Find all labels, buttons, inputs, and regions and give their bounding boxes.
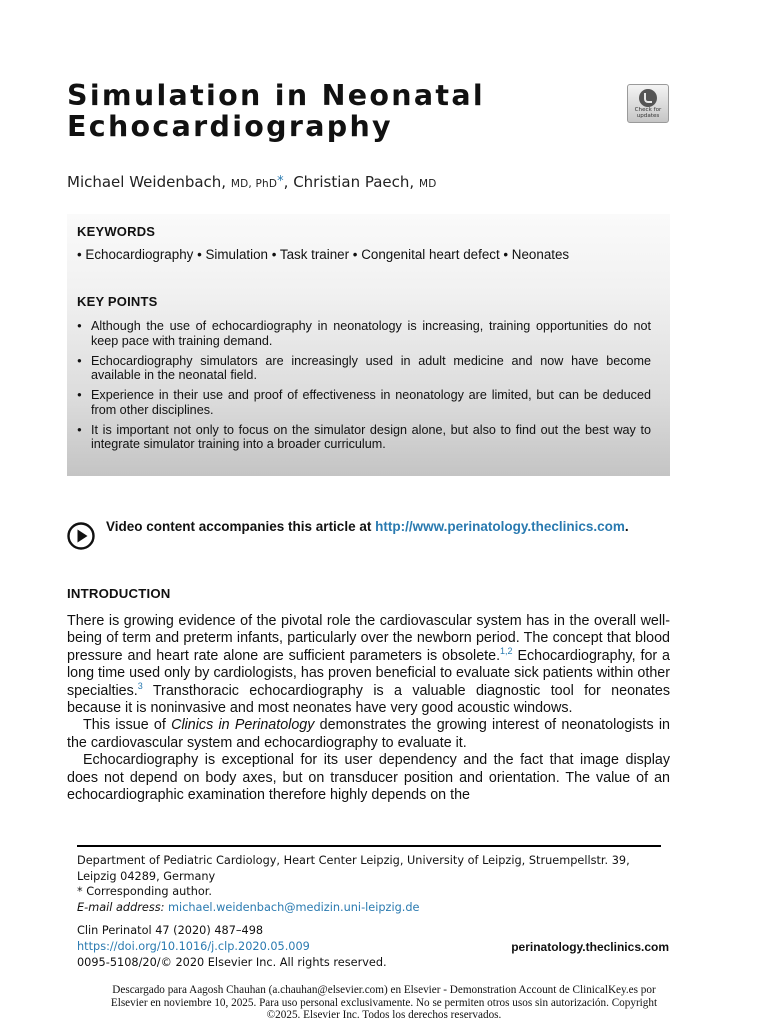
- affiliation: Department of Pediatric Cardiology, Heart Center Leipzig, University of Leipzig, Struempellstr. 39, Leipzig 04289, Germany: [77, 854, 630, 883]
- copyright: 0095-5108/20/© 2020 Elsevier Inc. All rights reserved.: [77, 956, 387, 969]
- author-2-name: Christian Paech,: [293, 173, 415, 191]
- citation-link[interactable]: 3: [137, 680, 143, 691]
- article-title: [67, 80, 607, 142]
- check-for-updates-badge[interactable]: [627, 84, 669, 123]
- author-list: [67, 173, 437, 191]
- badge-line-1: Check for: [634, 107, 662, 113]
- key-points-list: [77, 319, 651, 457]
- key-points-heading: KEY POINTS: [77, 294, 158, 309]
- email-link[interactable]: michael.weidenbach@medizin.uni-leipzig.de: [168, 900, 420, 914]
- author-1-name: Michael Weidenbach,: [67, 173, 227, 191]
- paragraph: Echocardiography is exceptional for its user dependency and the fact that image display does not depend on body axes, but on transducer position and orientation. The value of an echocardiographic examination therefore highly depends on the: [67, 752, 670, 804]
- key-point-item: ● Echocardiography simulators are increasingly used in adult medicine and now have become available in the neonatal field.: [77, 354, 651, 383]
- keywords-heading: KEYWORDS: [77, 224, 156, 239]
- title-line-2: Echocardiography: [67, 110, 393, 143]
- email-line: [77, 900, 667, 916]
- key-point-item: ● Experience in their use and proof of effectiveness in neonatology are limited, but can be deduced from other disciplines.: [77, 388, 651, 417]
- video-content-note: [106, 518, 671, 536]
- video-link[interactable]: http://www.perinatology.theclinics.com: [375, 519, 625, 534]
- title-line-1: Simulation in Neonatal: [67, 79, 485, 112]
- footnote: [77, 853, 667, 915]
- download-notice: Descargado para Aagosh Chauhan (a.chauhan@elsevier.com) en Elsevier - Demonstration Account de ClinicalKey.es por Elsevier en noviembre 10, 2025. Para uso personal exclusivamente. No se permiten otros usos sin autorización. Copyright ©2025. Elsevier Inc. Todos los derechos reservados.: [110, 984, 658, 1021]
- paragraph: This issue of Clinics in Perinatology demonstrates the growing interest of neonatologists in the cardiovascular system and echocardiography to evaluate it.: [67, 717, 670, 751]
- play-circle-icon[interactable]: [67, 522, 95, 550]
- journal-info: [77, 923, 669, 971]
- video-end: .: [624, 519, 629, 534]
- citation: Clin Perinatol 47 (2020) 487–498: [77, 924, 264, 937]
- author-1-degrees: MD, PhD: [230, 178, 278, 190]
- corresponding-author-note: * Corresponding author.: [77, 885, 212, 898]
- key-point-item: ● Although the use of echocardiography in neonatology is increasing, training opportunities do not keep pace with training demand.: [77, 319, 651, 348]
- doi-link[interactable]: https://doi.org/10.1016/j.clp.2020.05.009: [77, 940, 310, 953]
- check-for-updates-icon: [639, 89, 657, 107]
- video-text: Video content accompanies this article at: [106, 519, 376, 534]
- footnote-divider: [77, 845, 661, 847]
- email-label: E-mail address:: [77, 900, 165, 914]
- introduction-body: [67, 613, 670, 804]
- keywords-list: • Echocardiography • Simulation • Task trainer • Congenital heart defect • Neonates: [77, 247, 570, 262]
- introduction-heading: INTRODUCTION: [67, 586, 171, 601]
- citation-link[interactable]: 1,2: [500, 646, 513, 657]
- keywords-keypoints-box: [67, 214, 670, 476]
- author-separator: ,: [283, 173, 289, 191]
- corresponding-author-mark[interactable]: *: [277, 174, 284, 189]
- paragraph: There is growing evidence of the pivotal role the cardiovascular system has in the overall well-being of term and preterm infants, particularly over the newborn period. The concept that blood pressure and heart rate alone are sufficient parameters is obsolete.$^{1,2}$ Echocardiography, for a long time used only by cardiologists, has proven beneficial to evaluate sick patients within other specialties.$^3$ Transthoracic echocardiography is a valuable diagnostic tool for neonates because it is noninvasive and most neonates have very good acoustic windows.: [67, 613, 670, 717]
- journal-name: Clinics in Perinatology: [171, 717, 315, 734]
- author-2-degrees: MD: [418, 178, 437, 190]
- key-point-item: ● It is important not only to focus on the simulator design alone, but also to find out the best way to integrate simulator training into a broader curriculum.: [77, 423, 651, 452]
- journal-site[interactable]: perinatology.theclinics.com: [511, 940, 669, 954]
- badge-line-2: updates: [636, 112, 660, 119]
